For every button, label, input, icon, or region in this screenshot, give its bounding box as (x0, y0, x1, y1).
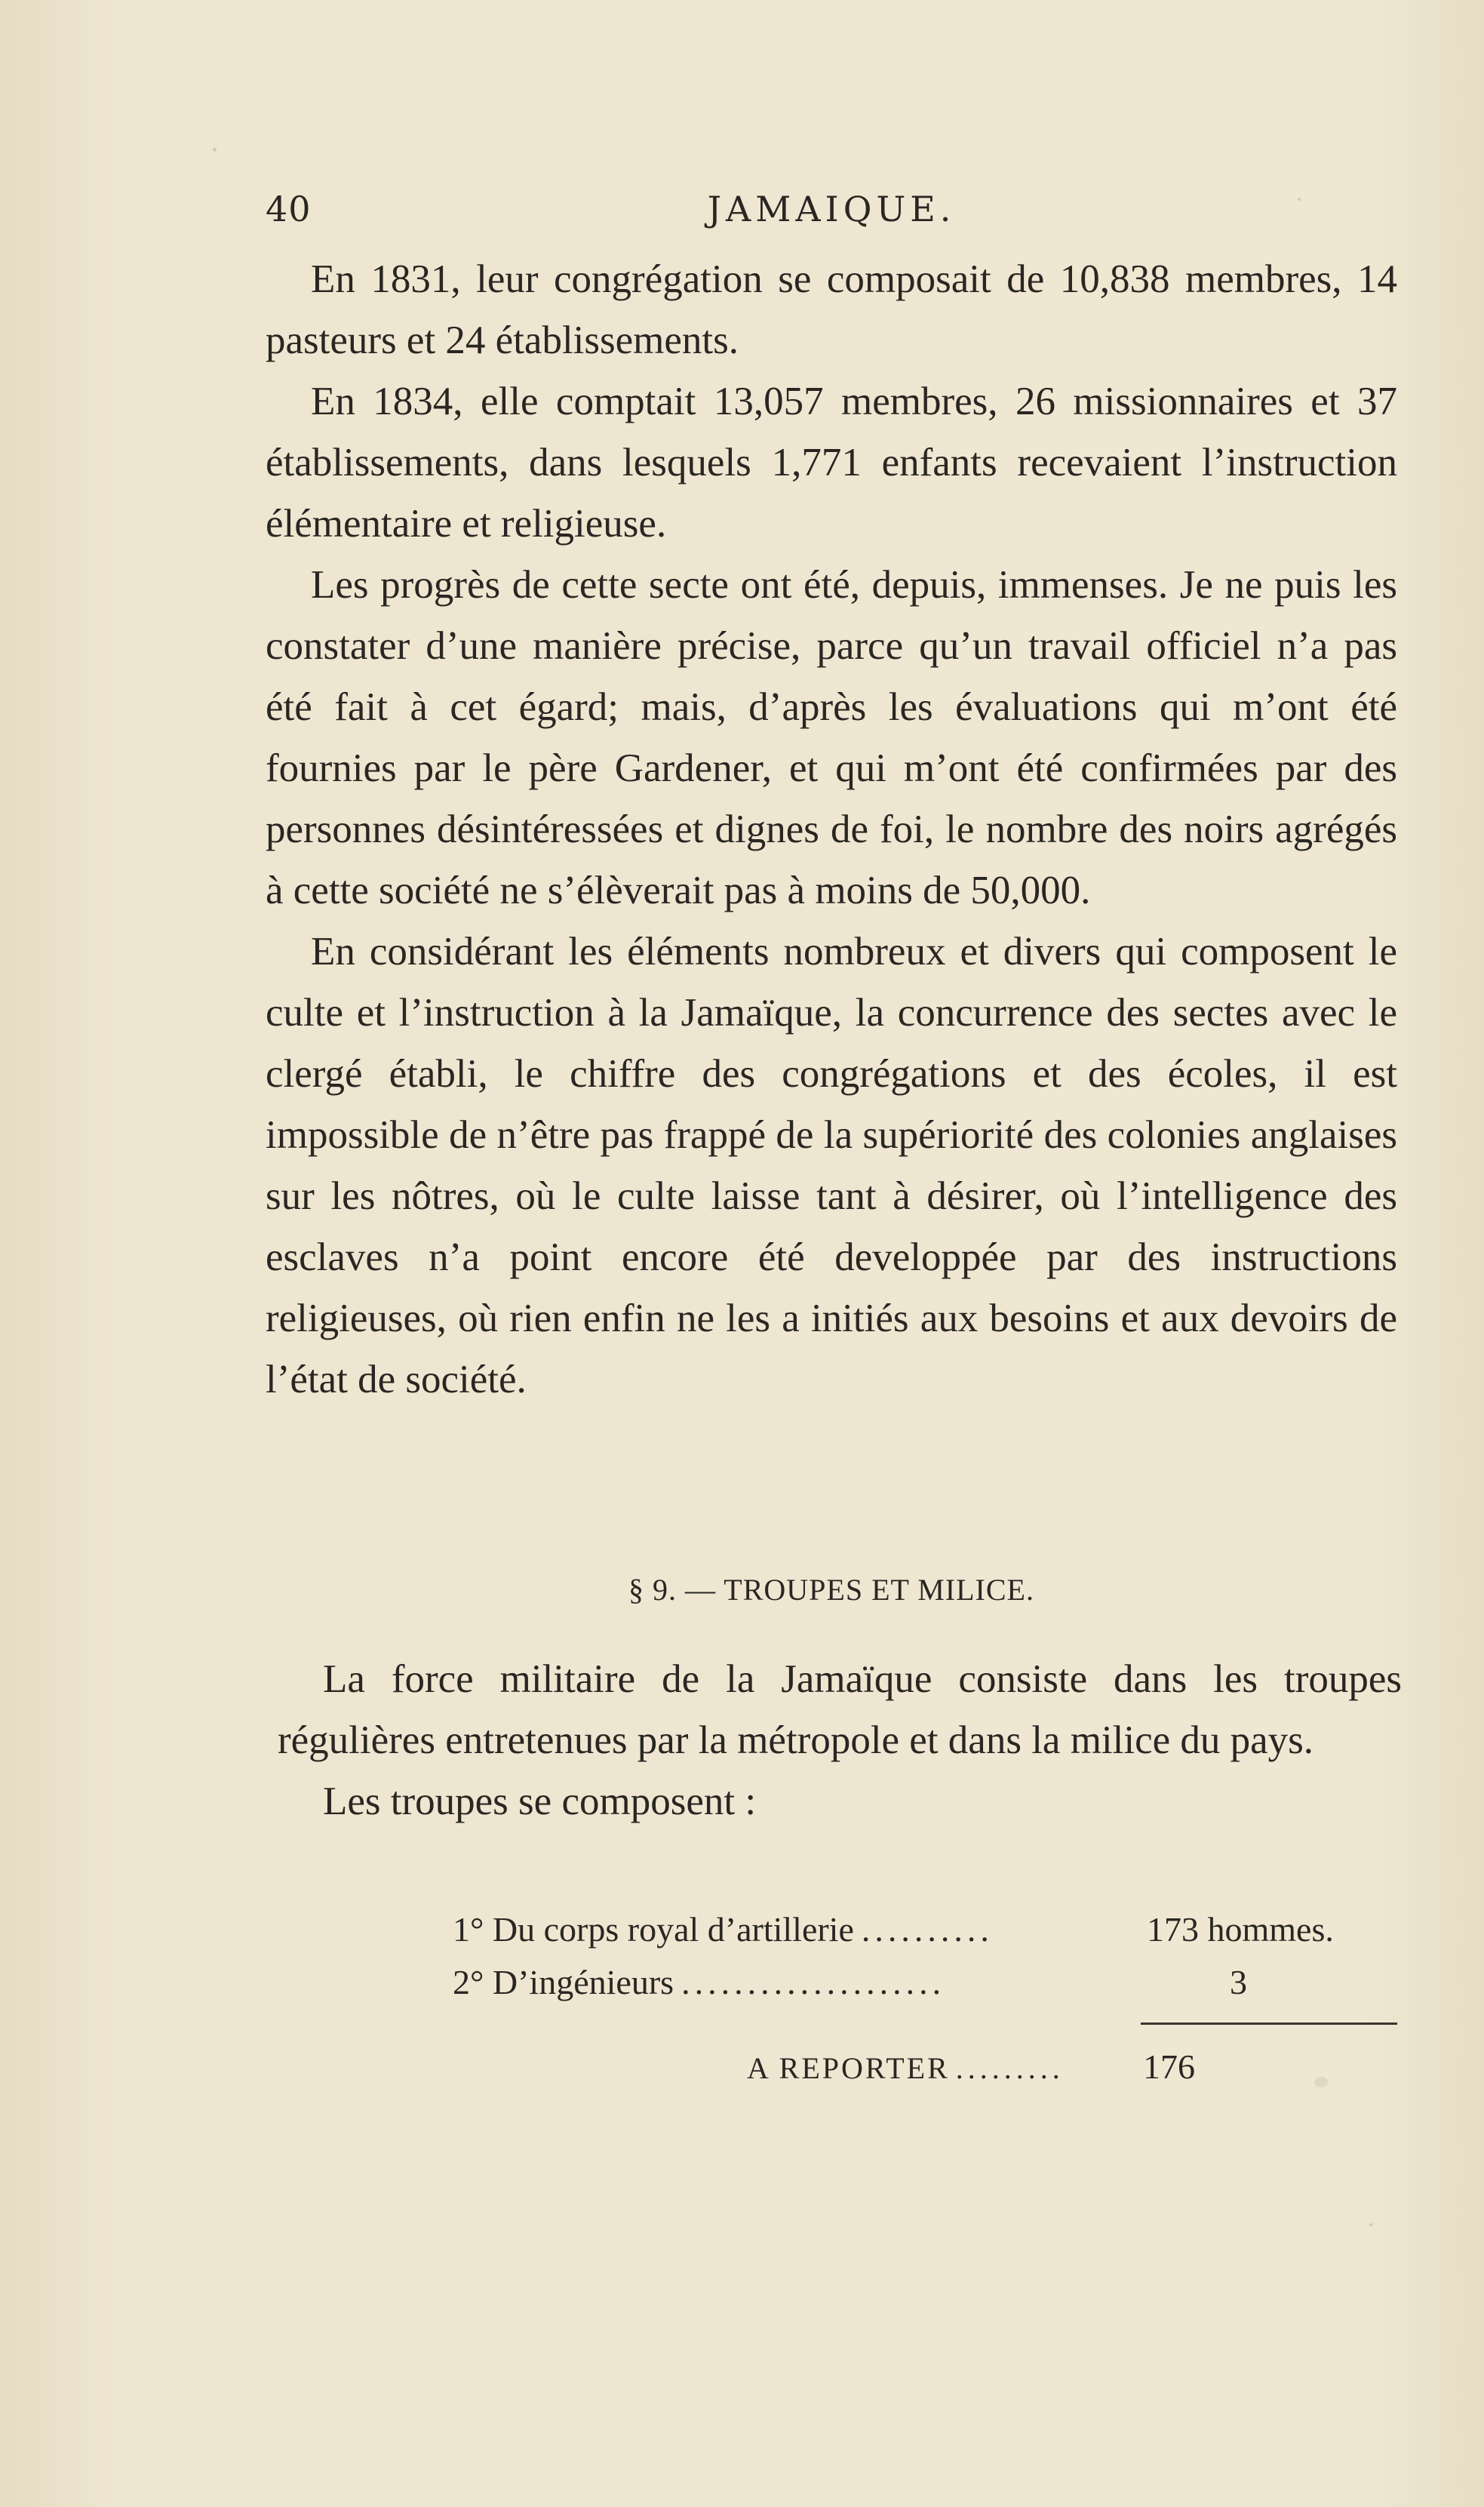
page-header (266, 189, 1397, 249)
running-head: JAMAIQUE. (707, 189, 956, 229)
total-label: A REPORTER (747, 2051, 950, 2085)
list-item-label: 1° Du corps royal d’artillerie (453, 1910, 854, 1949)
list-item-value: 173 hommes. (1147, 1910, 1334, 1949)
paragraph: Les progrès de cette secte ont été, depuis, immenses. Je ne puis les constater d’une manière précise, parce qu’un travail officiel n’a pas été fait à cet égard; mais, d’après les évaluations qui m’ont été fournies par le père Gardener, et qui m’ont été confirmées par des personnes désintéressées et dignes de foi, le nombre des noirs agrégés à cette société ne s’élèverait pas à moins de 50,000. (266, 563, 1397, 912)
leader-dots: .......... (861, 1910, 994, 1949)
list-item (453, 1962, 1396, 2015)
leader-dots: .................... (681, 1963, 946, 2001)
section-text (278, 1649, 1402, 1832)
paragraph: En 1831, leur congrégation se composait de 10,838 membres, 14 pasteurs et 24 établissements. (266, 257, 1397, 362)
paragraph: La force militaire de la Jamaïque consiste dans les troupes régulières entretenues par la métropole et dans la milice du pays. (278, 1657, 1402, 1762)
paper-speck (1298, 198, 1301, 201)
paragraph: En 1834, elle comptait 13,057 membres, 26 missionnaires et 37 établissements, dans lesquels 1,771 enfants recevaient l’instruction élémentaire et religieuse. (266, 380, 1397, 546)
section-heading: § 9. — TROUPES ET MILICE. (628, 1573, 1034, 1607)
leader-dots: ......... (955, 2051, 1065, 2085)
body-text (266, 249, 1397, 1410)
carry-forward-total (747, 2047, 1396, 2087)
list-item-value: 3 (1230, 1963, 1247, 2001)
total-value: 176 (1143, 2047, 1195, 2086)
paper-speck (1314, 2077, 1328, 2087)
list-item (453, 1909, 1396, 1962)
paragraph: Les troupes se composent : (323, 1780, 757, 1823)
paragraph: En considérant les éléments nombreux et divers qui composent le culte et l’instruction à la Jamaïque, la concurrence des sectes avec le clergé établi, le chiffre des congrégations et des écoles, il est impossible de n’être pas frappé de la supériorité des colonies anglaises sur les nôtres, où le culte laisse tant à désirer, où l’intelligence des esclaves n’a point encore été developpée par des instructions religieuses, où rien enfin ne les a initiés aux besoins et aux devoirs de l’état de société. (266, 930, 1397, 1401)
page-number: 40 (266, 189, 312, 229)
paper-speck (213, 148, 217, 152)
sum-rule (1141, 2023, 1397, 2025)
paper-speck (1369, 2223, 1372, 2226)
list-item-label: 2° D’ingénieurs (453, 1963, 674, 2001)
troops-list (453, 1909, 1396, 2015)
